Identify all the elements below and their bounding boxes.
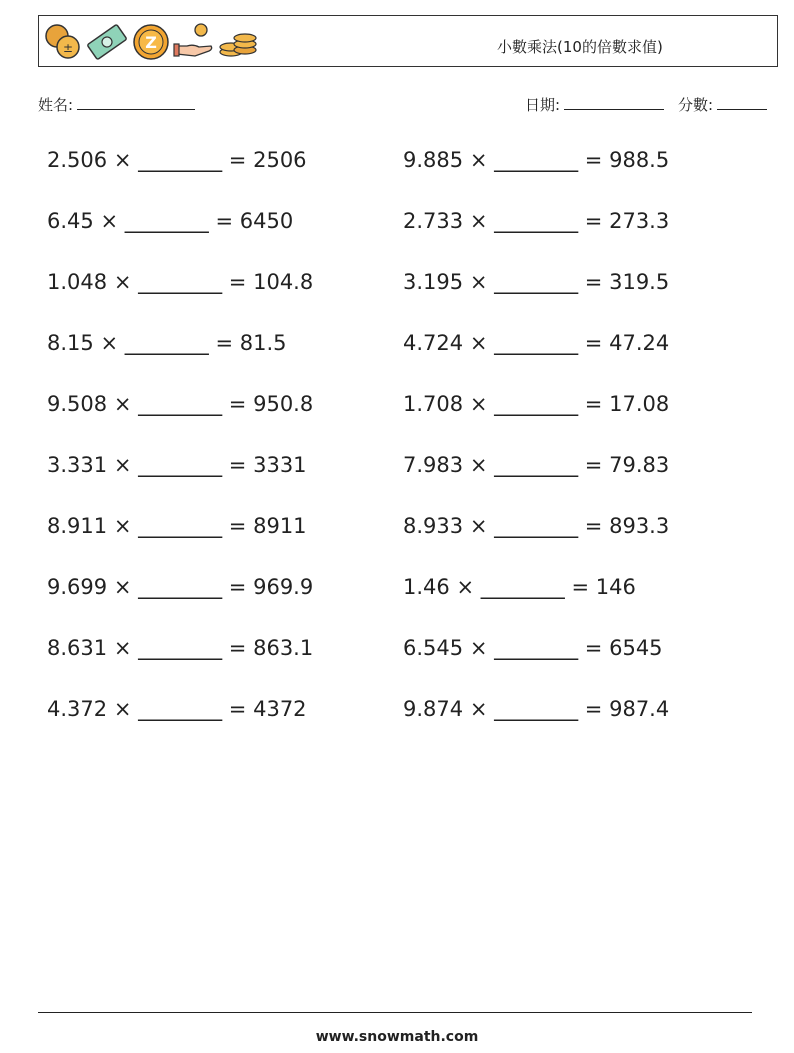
multiplicand: 1.048 [47, 270, 108, 294]
answer-blank[interactable]: ________ [138, 453, 223, 477]
product: 17.08 [609, 392, 670, 416]
header-icons [43, 22, 259, 62]
footer-site: www.snowmath.com [315, 1029, 479, 1045]
product: 3331 [253, 453, 307, 477]
answer-blank[interactable]: ________ [138, 392, 223, 416]
times-sign: × [469, 270, 488, 294]
product: 146 [595, 575, 636, 599]
problem-right-9 [403, 636, 663, 660]
product: 273.3 [609, 209, 670, 233]
problem-right-8 [403, 575, 636, 599]
footer-divider [38, 1012, 752, 1013]
problem-left-4 [47, 331, 287, 355]
problem-left-3 [47, 270, 313, 294]
answer-blank[interactable]: ________ [494, 697, 579, 721]
equals-sign: = [228, 148, 247, 172]
times-sign: × [469, 148, 488, 172]
times-sign: × [113, 575, 132, 599]
multiplicand: 9.699 [47, 575, 108, 599]
equals-sign: = [584, 392, 603, 416]
zcash-coin-icon [131, 22, 171, 62]
answer-blank[interactable]: ________ [494, 270, 579, 294]
score-label: 分數: [678, 96, 714, 114]
multiplicand: 3.331 [47, 453, 108, 477]
problem-right-5 [403, 392, 669, 416]
multiplicand: 1.46 [403, 575, 450, 599]
product: 6450 [239, 209, 294, 233]
times-sign: × [113, 270, 132, 294]
multiplicand: 9.508 [47, 392, 108, 416]
score-field [678, 94, 767, 115]
equals-sign: = [228, 270, 247, 294]
answer-blank[interactable]: ________ [124, 209, 209, 233]
answer-blank[interactable]: ________ [138, 514, 223, 538]
problem-left-6 [47, 453, 307, 477]
problem-right-7 [403, 514, 669, 538]
svg-text:Z: Z [145, 33, 157, 52]
product: 6545 [609, 636, 663, 660]
times-sign: × [113, 392, 132, 416]
name-label: 姓名: [38, 96, 74, 114]
multiplicand: 4.724 [403, 331, 464, 355]
times-sign: × [469, 697, 488, 721]
equals-sign: = [228, 636, 247, 660]
problem-right-1 [403, 148, 669, 172]
times-sign: × [100, 331, 119, 355]
answer-blank[interactable]: ________ [494, 453, 579, 477]
answer-blank[interactable]: ________ [494, 514, 579, 538]
equals-sign: = [584, 331, 603, 355]
product: 319.5 [609, 270, 670, 294]
multiplicand: 2.733 [403, 209, 464, 233]
multiplicand: 3.195 [403, 270, 464, 294]
coins-pile-icon [217, 22, 259, 62]
times-sign: × [113, 636, 132, 660]
answer-blank[interactable]: ________ [138, 575, 223, 599]
answer-blank[interactable]: ________ [138, 636, 223, 660]
answer-blank[interactable]: ________ [138, 148, 223, 172]
problem-left-10 [47, 697, 307, 721]
name-line[interactable] [77, 94, 195, 110]
product: 47.24 [609, 331, 670, 355]
answer-blank[interactable]: ________ [480, 575, 565, 599]
multiplicand: 8.631 [47, 636, 108, 660]
banknote-icon [85, 22, 129, 62]
times-sign: × [113, 148, 132, 172]
equals-sign: = [584, 270, 603, 294]
name-field [38, 94, 195, 115]
svg-text:±: ± [62, 41, 74, 55]
answer-blank[interactable]: ________ [124, 331, 209, 355]
multiplicand: 9.874 [403, 697, 464, 721]
times-sign: × [469, 636, 488, 660]
multiplicand: 6.45 [47, 209, 94, 233]
equals-sign: = [584, 453, 603, 477]
equals-sign: = [584, 636, 603, 660]
equals-sign: = [571, 575, 590, 599]
problem-right-10 [403, 697, 669, 721]
problem-left-2 [47, 209, 293, 233]
answer-blank[interactable]: ________ [138, 270, 223, 294]
product: 969.9 [253, 575, 314, 599]
equals-sign: = [584, 697, 603, 721]
times-sign: × [469, 453, 488, 477]
problem-right-6 [403, 453, 669, 477]
times-sign: × [469, 331, 488, 355]
problem-left-9 [47, 636, 313, 660]
multiplicand: 8.911 [47, 514, 108, 538]
worksheet-title: 小數乘法(10的倍數求值) [497, 38, 663, 56]
product: 104.8 [253, 270, 314, 294]
equals-sign: = [228, 697, 247, 721]
times-sign: × [113, 514, 132, 538]
multiplicand: 1.708 [403, 392, 464, 416]
multiplicand: 8.15 [47, 331, 94, 355]
product: 81.5 [239, 331, 287, 355]
times-sign: × [469, 514, 488, 538]
problem-left-5 [47, 392, 313, 416]
problem-left-7 [47, 514, 307, 538]
header-box [38, 15, 778, 67]
product: 4372 [253, 697, 307, 721]
product: 2506 [253, 148, 307, 172]
product: 863.1 [253, 636, 314, 660]
equals-sign: = [228, 453, 247, 477]
product: 987.4 [609, 697, 670, 721]
times-sign: × [456, 575, 475, 599]
equals-sign: = [215, 331, 234, 355]
hand-coin-icon [173, 22, 215, 62]
answer-blank[interactable]: ________ [494, 636, 579, 660]
product: 8911 [253, 514, 307, 538]
date-line[interactable] [564, 94, 664, 110]
multiplicand: 4.372 [47, 697, 108, 721]
answer-blank[interactable]: ________ [494, 331, 579, 355]
problem-left-1 [47, 148, 307, 172]
problem-right-2 [403, 209, 669, 233]
multiplicand: 2.506 [47, 148, 108, 172]
answer-blank[interactable]: ________ [494, 209, 579, 233]
times-sign: × [100, 209, 119, 233]
equals-sign: = [584, 209, 603, 233]
multiplicand: 8.933 [403, 514, 464, 538]
multiplicand: 7.983 [403, 453, 464, 477]
date-label: 日期: [525, 96, 561, 114]
product: 988.5 [609, 148, 670, 172]
problem-right-4 [403, 331, 669, 355]
equals-sign: = [228, 575, 247, 599]
answer-blank[interactable]: ________ [494, 148, 579, 172]
times-sign: × [113, 453, 132, 477]
equals-sign: = [215, 209, 234, 233]
product: 950.8 [253, 392, 314, 416]
answer-blank[interactable]: ________ [138, 697, 223, 721]
problem-right-3 [403, 270, 669, 294]
coin-stack-icon [43, 22, 83, 62]
times-sign: × [469, 209, 488, 233]
equals-sign: = [228, 392, 247, 416]
times-sign: × [469, 392, 488, 416]
times-sign: × [113, 697, 132, 721]
score-line[interactable] [717, 94, 767, 110]
multiplicand: 9.885 [403, 148, 464, 172]
date-field [525, 94, 664, 115]
product: 79.83 [609, 453, 670, 477]
product: 893.3 [609, 514, 670, 538]
answer-blank[interactable]: ________ [494, 392, 579, 416]
equals-sign: = [584, 514, 603, 538]
multiplicand: 6.545 [403, 636, 464, 660]
problem-left-8 [47, 575, 313, 599]
equals-sign: = [228, 514, 247, 538]
equals-sign: = [584, 148, 603, 172]
